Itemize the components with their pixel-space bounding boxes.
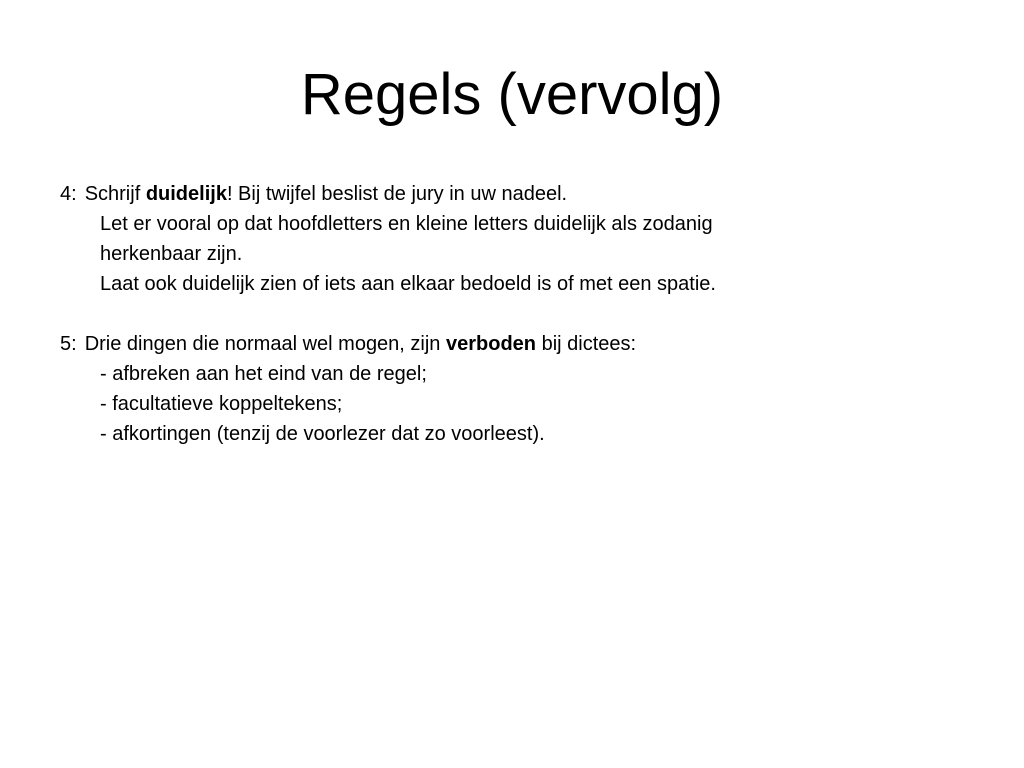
rule-4-number: 4: [60, 183, 77, 205]
rule-5-intro: Drie dingen die normaal wel mogen, zijn [84, 333, 446, 355]
rule-4-first-line [60, 179, 980, 209]
rule-5-list-item: - facultatieve koppeltekens; [100, 393, 343, 415]
rule-5-list-item: - afkortingen (tenzij de voorlezer dat zo voorleest). [100, 423, 545, 445]
rule-4-emphasis: duidelijk [145, 183, 227, 205]
slide-title: Regels (vervolg) [300, 62, 724, 127]
slide-body [60, 179, 980, 449]
rule-5-list-item: - afbreken aan het eind van de regel; [100, 363, 427, 385]
rule-4-line-4: Laat ook duidelijk zien of iets aan elkaar bedoeld is of met een spatie. [100, 273, 716, 295]
rule-5-emphasis: verboden [446, 333, 537, 355]
rule-4-line-2: Let er vooral op dat hoofdletters en kleine letters duidelijk als zodanig [100, 213, 713, 235]
rule-5-after: bij dictees: [536, 333, 637, 355]
rule-5 [60, 329, 980, 449]
rule-4-intro: Schrijf [84, 183, 146, 205]
rule-5-first-line [60, 329, 980, 359]
rule-5-number: 5: [60, 333, 77, 355]
rule-4-after: ! Bij twijfel beslist de jury in uw nadeel. [226, 183, 568, 205]
rule-4-line-3: herkenbaar zijn. [100, 243, 243, 265]
rule-4 [60, 179, 980, 299]
